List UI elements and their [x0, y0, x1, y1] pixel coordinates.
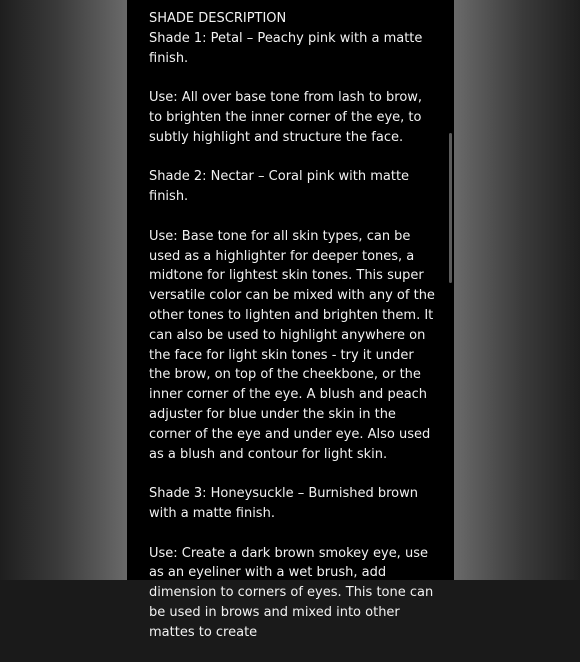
phone-screen[interactable] — [127, 0, 454, 640]
background-right — [454, 0, 580, 580]
scrollbar[interactable] — [449, 133, 452, 283]
shade-2-title: Shade 2: Nectar – Coral pink with matte finish. — [149, 169, 410, 205]
shade-2-use: Use: Base tone for all skin types, can be used as a highlighter for deeper tones, a midtone for lightest skin tones. This super versatile color can be mixed with any of the other tones to lighten and brighten them. It can also be used to highlight anywhere on the face for light skin tones - try it under the brow, on top of the cheekbone, or the inner corner of the eye. A blush and peach adjuster for blue under the skin in the corner of the eye and under eye. Also used as a blush and contour for light skin. — [149, 228, 435, 462]
shade-3-title: Shade 3: Honeysuckle – Burnished brown with a matte finish. — [149, 486, 419, 521]
shade-1-use: Use: All over base tone from lash to brow, to brighten the inner corner of the eye, to subtly highlight and structure the face. — [149, 90, 423, 145]
shade-3-use: Use: Create a dark brown smokey eye, use as an eyeliner with a wet brush, add dimension to corners of eyes. This tone can be used in brows and mixed into other mattes to create — [149, 545, 434, 640]
background-left — [0, 0, 127, 580]
shade-1-title: Shade 1: Petal – Peachy pink with a matte finish. — [149, 30, 423, 66]
text-content — [149, 9, 439, 662]
section-heading: SHADE DESCRIPTION — [149, 11, 287, 26]
